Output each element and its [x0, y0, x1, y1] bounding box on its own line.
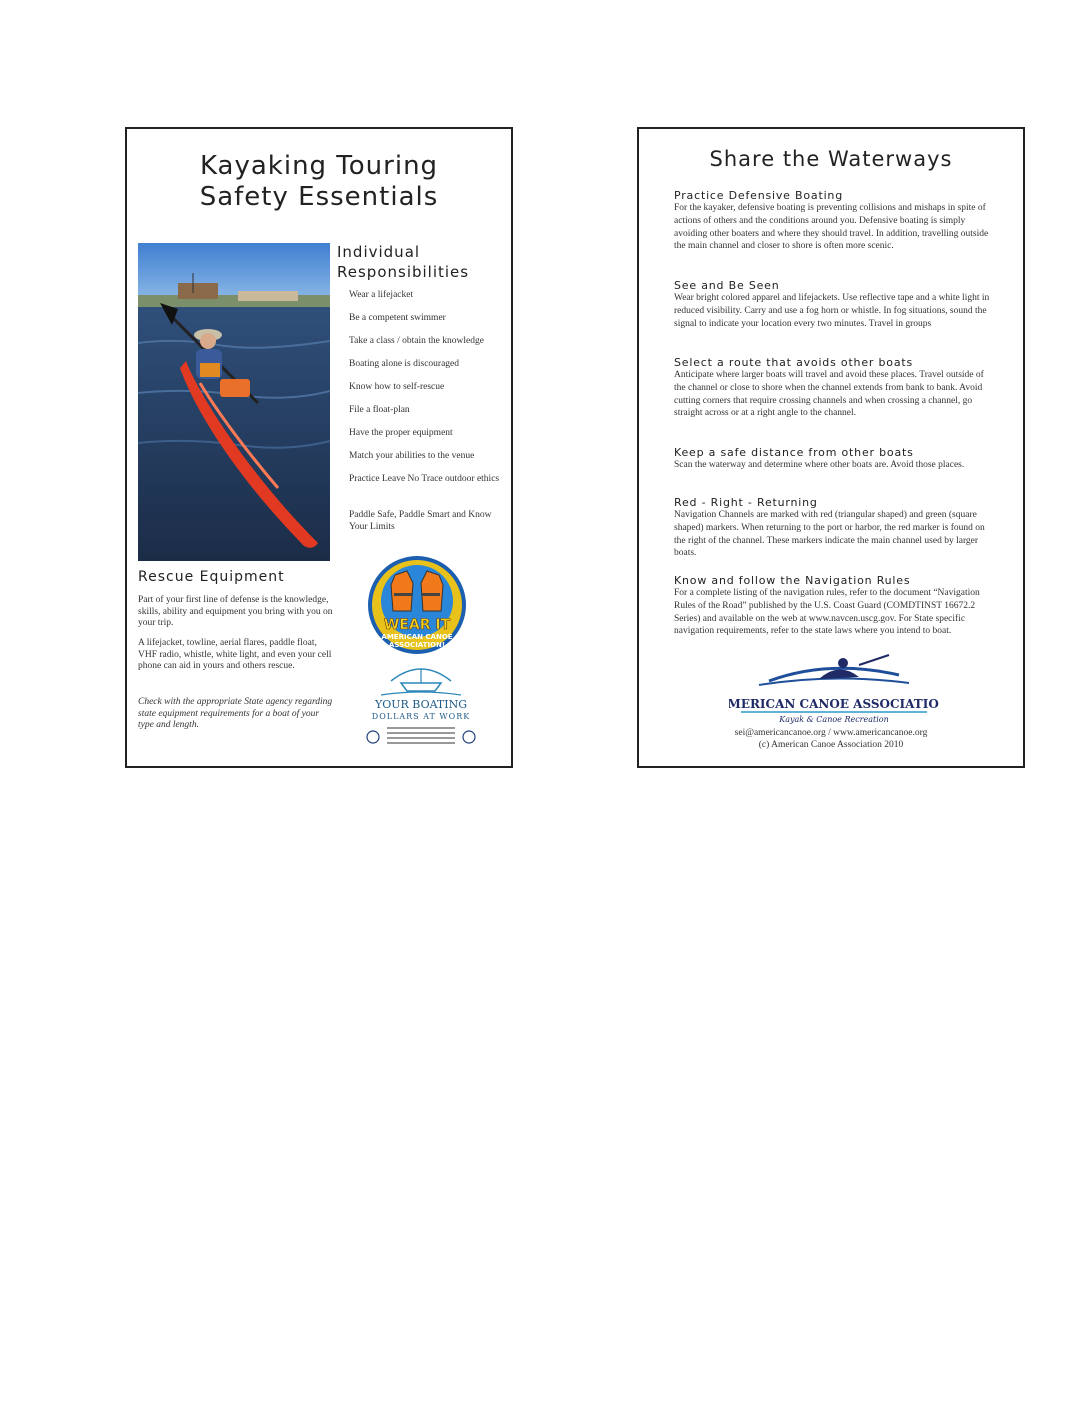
list-item: Wear a lifejacket	[349, 290, 414, 300]
rescue-paragraph-3: Check with the appropriate State agency regarding state equipment requirements for a boat of your type and length.	[138, 697, 333, 730]
wear-it-text: WEAR IT	[383, 617, 451, 633]
section-heading: Select a route that avoids other boats	[674, 356, 914, 369]
boating-dollars-logo	[361, 661, 481, 751]
list-item: Practice Leave No Trace outdoor ethics	[349, 474, 500, 484]
boating-logo-line-1: YOUR BOATING	[374, 698, 468, 711]
list-item: Be a competent swimmer	[349, 313, 446, 323]
main-title	[127, 151, 511, 213]
section-select-route	[674, 356, 992, 420]
boat-icon	[381, 669, 461, 695]
paddler-icon	[759, 655, 909, 685]
section-body: For a complete listing of the navigation rules, refer to the document “Navigation Rules of the Road” published by the U.S. Coast Guard (COMDTINST 16672.2 Series) and available on the web at www.navcen.uscg.gov. For State specific navigation requirements, refer to the state laws where you intend to boat.	[674, 588, 980, 637]
list-item: Have the proper equipment	[349, 428, 453, 438]
list-item: Match your abilities to the venue	[349, 451, 475, 461]
wear-it-logo	[367, 553, 467, 657]
footer-contact: sei@americancanoe.org / www.americancanoe.org	[734, 728, 928, 738]
boating-logo-line-2: DOLLARS AT WORK	[371, 712, 471, 721]
section-safe-distance	[674, 446, 992, 472]
list-item: Paddle Safe, Paddle Smart and Know Your Limits	[349, 510, 492, 532]
section-body: Anticipate where larger boats will travel and avoid these places. Travel outside of the channel or close to shore when the channel extends from bank to bank. Avoid cutting corners that require crossing channels and when crossing a channel, go straight across or at a right angle to the channel.	[674, 370, 984, 419]
aca-logo	[729, 653, 939, 725]
section-see-be-seen	[674, 279, 992, 330]
aca-logo-name: AMERICAN CANOE ASSOCIATION	[729, 697, 939, 711]
footer-copyright: (c) American Canoe Association 2010	[758, 740, 904, 750]
rescue-heading: Rescue Equipment	[138, 569, 285, 585]
responsibilities-heading-line-2: Responsibilities	[337, 263, 470, 281]
section-heading: Red - Right - Returning	[674, 496, 818, 509]
section-heading: Practice Defensive Boating	[674, 189, 843, 202]
section-body: Wear bright colored apparel and lifejackets. Use reflective tape and a white light in reduced visibility. Carry and use a fog horn or whistle. In fog situations, sound the signal to indicate your location every two minutes. Travel in groups	[674, 293, 990, 329]
wear-it-subtext-2: ASSOCIATION!	[388, 641, 446, 649]
aca-logo-tagline: Kayak & Canoe Recreation	[779, 715, 889, 724]
list-item: Take a class / obtain the knowledge	[349, 336, 484, 346]
section-defensive-boating	[674, 189, 992, 253]
section-heading: See and Be Seen	[674, 279, 780, 292]
section-heading: Keep a safe distance from other boats	[674, 446, 914, 459]
rescue-paragraph-1: Part of your first line of defense is the knowledge, skills, ability and equipment you bring with you on your trip.	[138, 595, 333, 628]
rescue-paragraph-2: A lifejacket, towline, aerial flares, paddle float, VHF radio, whistle, white light, and even your cell phone can aid in yours and others rescue.	[138, 638, 332, 671]
seal-icon	[367, 731, 379, 743]
wear-it-subtext-1: AMERICAN CANOE	[381, 633, 453, 641]
right-card	[637, 127, 1025, 768]
section-navigation-rules	[674, 574, 992, 638]
responsibilities-heading	[337, 242, 512, 282]
seal-icon	[463, 731, 475, 743]
section-body: For the kayaker, defensive boating is preventing collisions and mishaps in spite of actions of others and the conditions around you. Defensive boating is simply avoiding other boaters and where they should travel. In addition, travelling outside the main channel and closer to shore is often more scenic.	[674, 203, 989, 252]
list-item: Boating alone is discouraged	[349, 359, 460, 369]
title-line-1: Kayaking Touring	[199, 151, 439, 181]
section-red-right-returning	[674, 496, 992, 560]
responsibilities-heading-line-1: Individual	[337, 243, 421, 261]
section-heading: Know and follow the Navigation Rules	[674, 574, 911, 587]
list-item: File a float-plan	[349, 405, 410, 415]
left-card	[125, 127, 513, 768]
responsibilities-list	[349, 289, 509, 533]
title-line-2: Safety Essentials	[199, 182, 439, 212]
share-title: Share the Waterways	[709, 147, 953, 171]
kayaker-photo	[138, 243, 330, 561]
section-body: Scan the waterway and determine where other boats are. Avoid those places.	[674, 460, 965, 470]
list-item: Know how to self-rescue	[349, 382, 445, 392]
section-body: Navigation Channels are marked with red (triangular shaped) and green (square shaped) markers. When returning to the port or harbor, the red marker is found on the right of the channel. These markers indicate the main channel used by larger boats.	[674, 510, 985, 559]
